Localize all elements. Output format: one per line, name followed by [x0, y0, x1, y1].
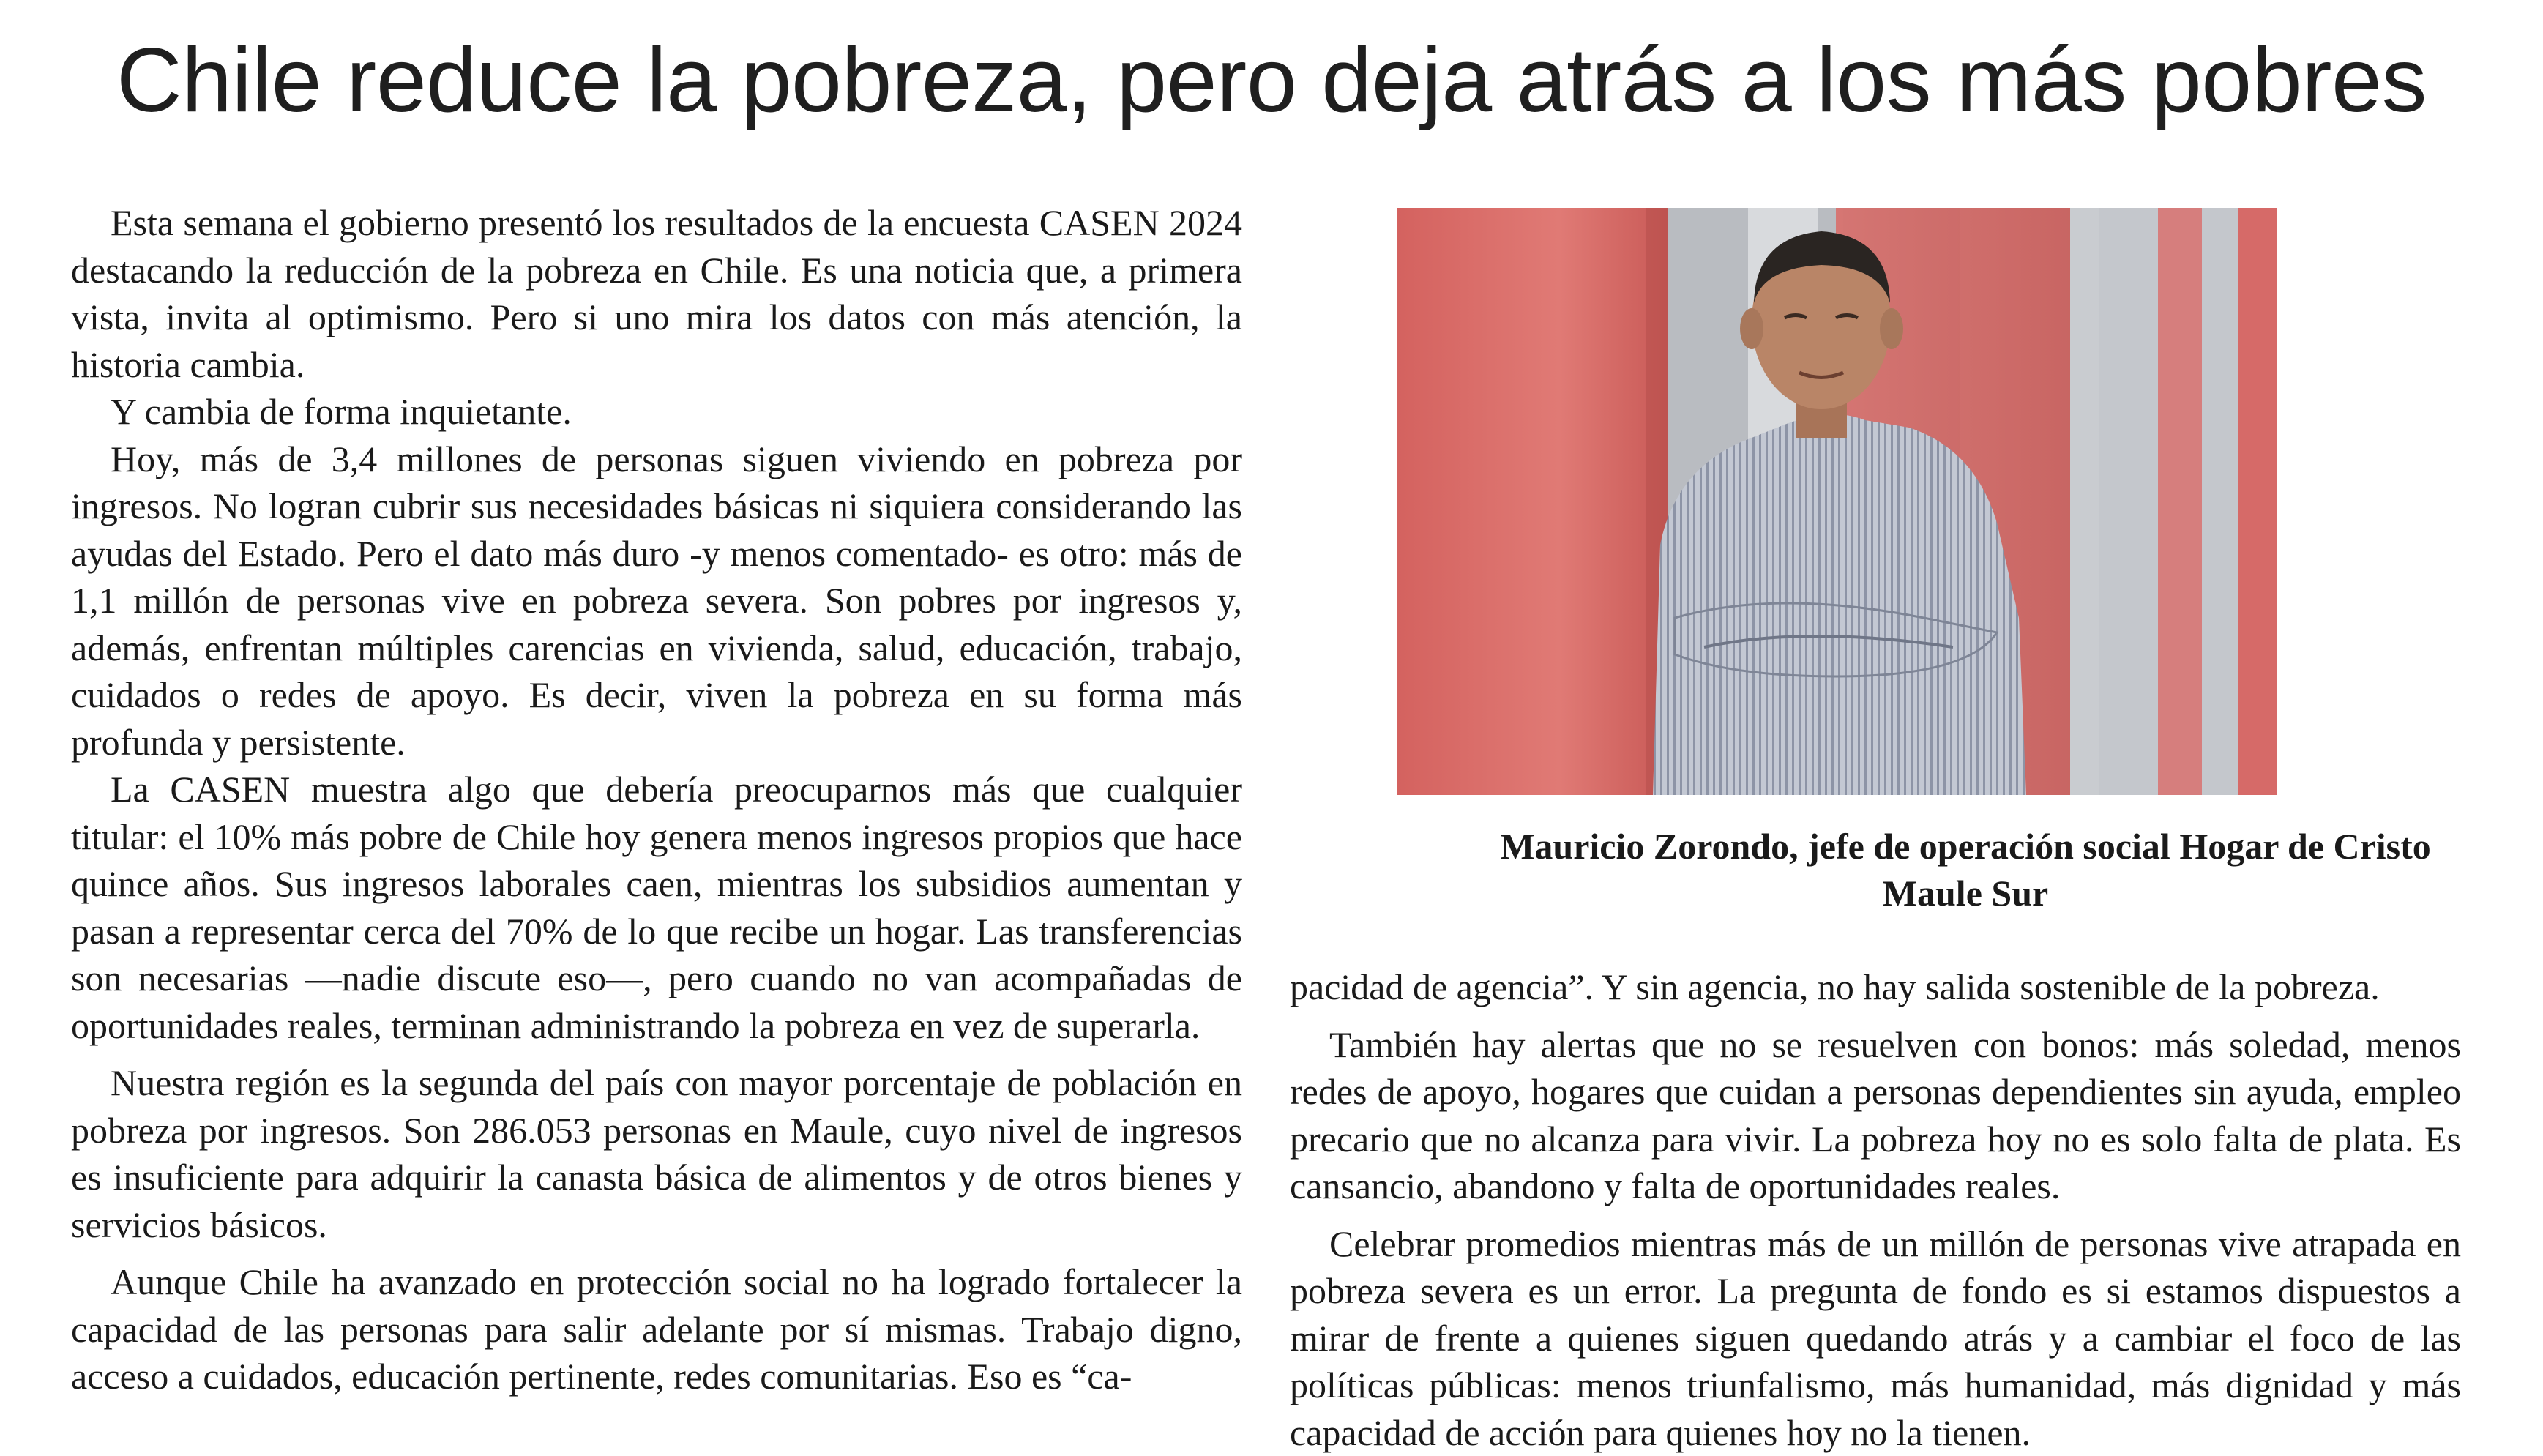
paragraph: Nuestra región es la segunda del país con mayor porcentaje de población en pobreza por ingresos. Son 286.053 personas en Maule, cuyo nivel de ingresos es insuficiente para adquirir la canasta básica de alimentos y de otros bienes y servicios básicos. — [71, 1059, 1242, 1248]
photo-caption — [1391, 823, 2540, 916]
caption-line: Mauricio Zorondo, jefe de operación social Hogar de Cristo — [1391, 823, 2540, 870]
portrait-photo — [1397, 208, 2277, 795]
portrait-illustration — [1397, 208, 2277, 795]
paragraph: También hay alertas que no se resuelven con bonos: más soledad, menos redes de apoyo, hogares que cuidan a personas dependientes sin ayuda, empleo precario que no alcanza para vivir. La pobreza hoy no es solo falta de plata. Es cansancio, abandono y falta de oportunidades reales. — [1290, 1021, 2461, 1210]
article-right-column — [1290, 963, 2461, 1456]
article-left-column — [71, 199, 1242, 1400]
paragraph: Celebrar promedios mientras más de un millón de personas vive atrapada en pobreza severa es un error. La pregunta de fondo es si estamos dispuestos a mirar de frente a quienes siguen quedando atrás y a cambiar el foco de las políticas públicas: menos triunfalismo, más humanidad, más dignidad y más capacidad de acción para quienes hoy no la tienen. — [1290, 1220, 2461, 1456]
paragraph: pacidad de agencia”. Y sin agencia, no hay salida sostenible de la pobreza. — [1290, 963, 2461, 1011]
paragraph: Hoy, más de 3,4 millones de personas siguen viviendo en pobreza por ingresos. No logran cubrir sus necesidades básicas ni siquiera considerando las ayudas del Estado. Pero el dato más duro -y menos comentado- es otro: más de 1,1 millón de personas vive en pobreza severa. Son pobres por ingresos y, además, enfrentan múltiples carencias en vivienda, salud, educación, trabajo, cuidados o redes de apoyo. Es decir, viven la pobreza en su forma más profunda y persistente. — [71, 436, 1242, 766]
article-headline: Chile reduce la pobreza, pero deja atrás a los más pobres — [0, 31, 2543, 130]
paragraph: La CASEN muestra algo que debería preocuparnos más que cualquier titular: el 10% más pobre de Chile hoy genera menos ingresos propios que hace quince años. Sus ingresos laborales caen, mientras los subsidios aumentan y pasan a representar cerca del 70% de lo que recibe un hogar. Las transferencias son necesarias —nadie discute eso—, pero cuando no van acompañadas de oportunidades reales, terminan administrando la pobreza en vez de superarla. — [71, 766, 1242, 1049]
caption-line: Maule Sur — [1391, 870, 2540, 916]
paragraph: Esta semana el gobierno presentó los resultados de la encuesta CASEN 2024 destacando la reducción de la pobreza en Chile. Es una noticia que, a primera vista, invita al optimismo. Pero si uno mira los datos con más atención, la historia cambia. — [71, 199, 1242, 388]
paragraph: Aunque Chile ha avanzado en protección social no ha logrado fortalecer la capacidad de las personas para salir adelante por sí mismas. Trabajo digno, acceso a cuidados, educación pertinente, redes comunitarias. Eso es “ca- — [71, 1258, 1242, 1400]
paragraph: Y cambia de forma inquietante. — [71, 388, 1242, 436]
